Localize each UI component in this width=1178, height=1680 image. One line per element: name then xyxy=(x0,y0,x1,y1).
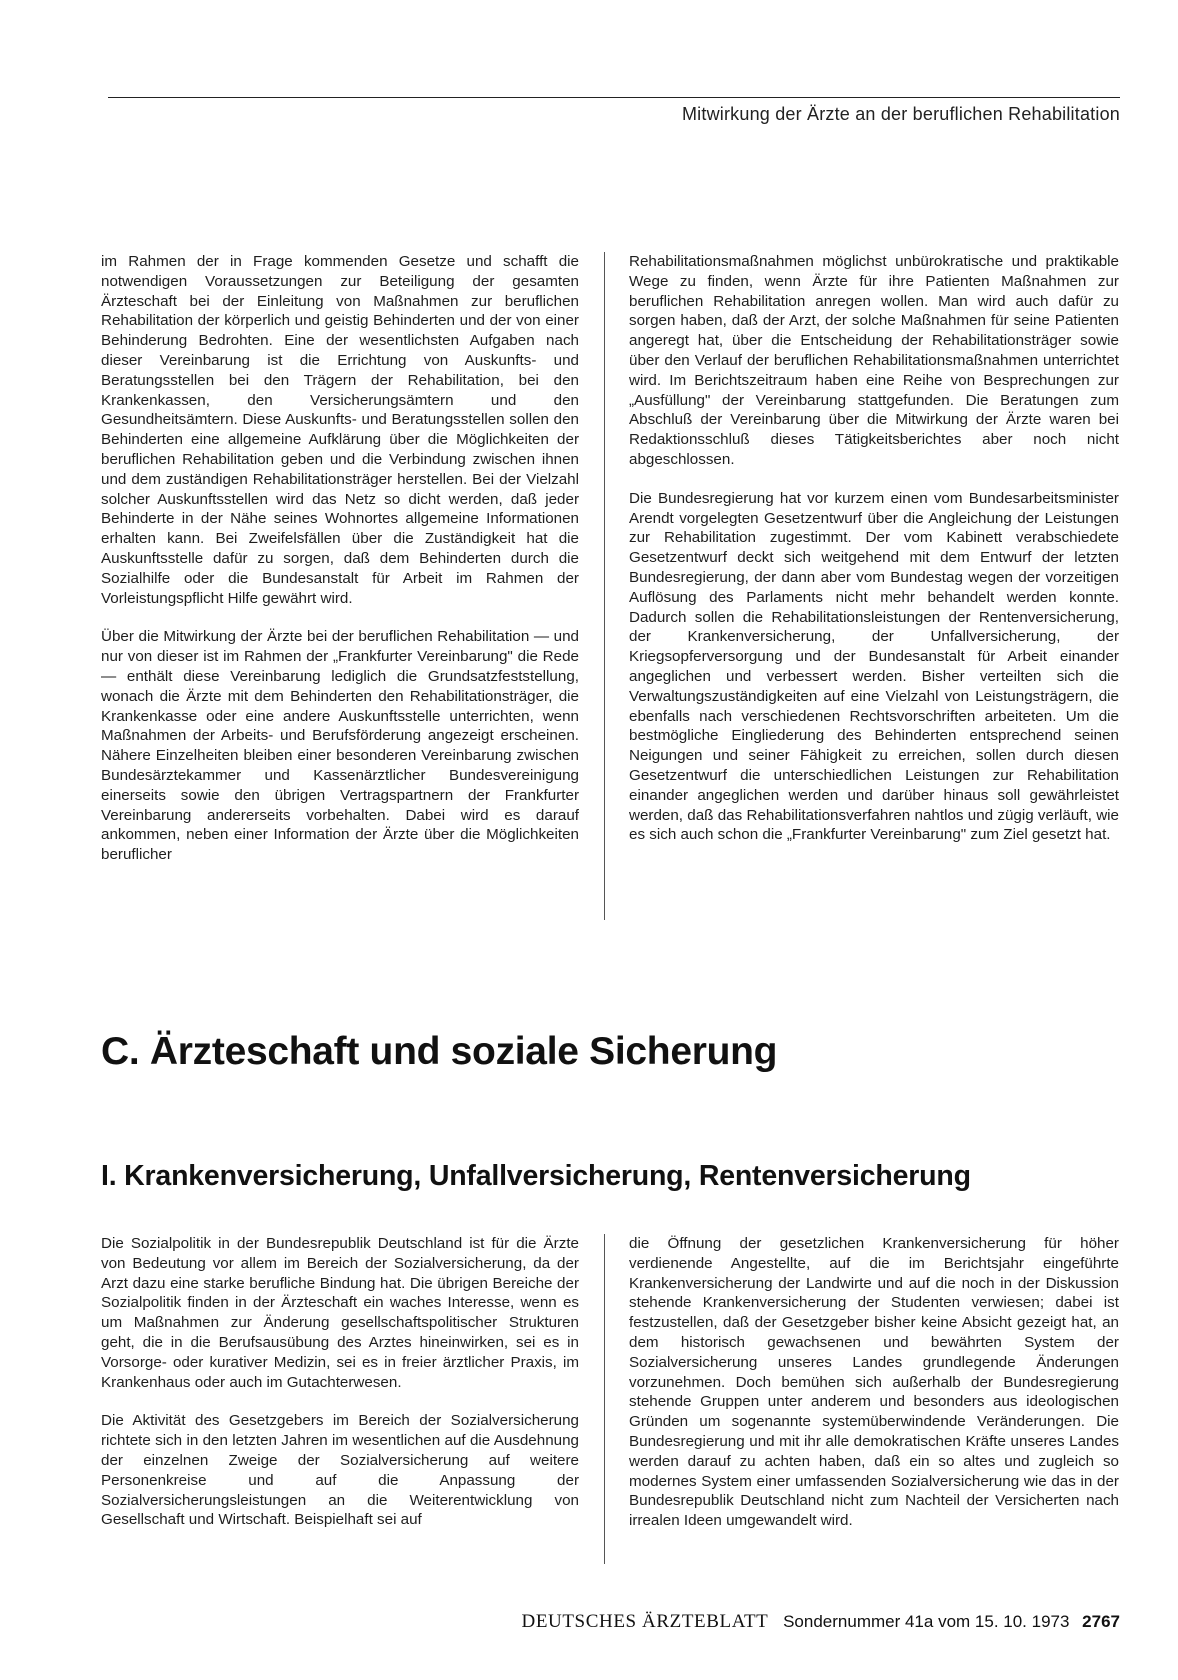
chapter-heading: C. Ärzteschaft und soziale Sicherung xyxy=(101,1030,778,1073)
column-divider xyxy=(604,252,605,920)
header-rule xyxy=(108,97,1120,98)
paragraph: Die Sozialpolitik in der Bundesrepublik Deutschland ist für die Ärzte von Bedeutung vor allem im Bereich der Sozialversicherung, da der Arzt dazu eine starke berufliche Bindung hat. Die übrigen Bereiche der Sozialpolitik finden in der Ärzteschaft ein waches Interesse, wenn es um Maßnahmen zur Änderung gesellschaftspolitischer Strukturen geht, die in die Berufsausübung des Arztes hineinwirken, sei es in Vorsorge- oder kurativer Medizin, sei es in freier ärztlicher Praxis, im Krankenhaus oder auch im Gutachterwesen. xyxy=(101,1235,579,1391)
running-title: Mitwirkung der Ärzte an der beruflichen Rehabilitation xyxy=(681,104,1120,124)
page-number: 2767 xyxy=(1082,1612,1120,1631)
paragraph: Die Aktivität des Gesetzgebers im Bereich der Sozialversicherung richtete sich in den letzten Jahren im wesentlichen auf die Ausdehnung der einzelnen Zweige der Sozialversicherung auf weitere Personenkreise und auf die Anpassung der Sozialversicherungsleistungen an die Weiterentwicklung von Gesellschaft und Wirtschaft. Beispielhaft sei auf xyxy=(101,1412,579,1529)
bottom-left-column xyxy=(101,1234,579,1530)
top-right-column xyxy=(629,252,1119,845)
top-left-column xyxy=(101,252,579,865)
paragraph: Die Bundesregierung hat vor kurzem einen vom Bundesarbeitsminister Arendt vorgelegten Gesetzentwurf über die Angleichung der Leistungen zur Rehabilitation zugestimmt. Der vom Kabinett verabschiedete Gesetzentwurf deckt sich weitgehend mit dem Entwurf der letzten Bundesregierung, der dann aber vom Bundestag wegen der vorzeitigen Auflösung des Parlaments nicht mehr behandelt werden konnte. Dadurch sollen die Rehabilitationsleistungen der Rentenversicherung, der Krankenversicherung, der Unfallversicherung, der Kriegsopferversorgung und der Bundesanstalt für Arbeit einander angeglichen und verbessert werden. Bisher verteilten sich die Verwaltungszuständigkeiten auf eine Vielzahl von Leistungsträgern, die ebenfalls nach verschiedenen Rechtsvorschriften arbeiteten. Um die bestmögliche Eingliederung des Behinderten entsprechend seinen Neigungen und seiner Fähigkeit zu erreichen, sollen durch diesen Gesetzentwurf die unterschiedlichen Leistungen zur Rehabilitation einander angeglichen werden und darüber hinaus soll gewährleistet werden, daß das Rehabilitationsverfahren nahtlos und zügig verläuft, wie es sich auch schon die „Frankfurter Vereinbarung" zum Ziel gesetzt hat. xyxy=(629,489,1119,844)
column-divider xyxy=(604,1234,605,1564)
page-footer xyxy=(522,1611,1121,1633)
paragraph: im Rahmen der in Frage kommenden Gesetze und schafft die notwendigen Voraussetzungen zur Beteiligung der gesamten Ärzteschaft bei der Einleitung von Maßnahmen zur beruflichen Rehabilitation der körperlich und geistig Behinderten und der von einer Behinderung Bedrohten. Eine der wesentlichsten Aufgaben nach dieser Vereinbarung ist die Errichtung von Auskunfts- und Beratungsstellen bei den Trägern der Rehabilitation, bei den Krankenkassen, den Versicherungsämtern und den Gesundheitsämtern. Diese Auskunfts- und Beratungsstellen sollen den Behinderten eine allgemeine Aufklärung über die Möglichkeiten der beruflichen Rehabilitation geben und die Verbindung zwischen ihnen und dem zuständigen Rehabilitationsträger herstellen. Bei der Vielzahl solcher Auskunftsstellen wird das Netz so dicht werden, daß jeder Behinderte in der Nähe seines Wohnortes allgemeine Informationen erhalten kann. Bei Zweifelsfällen über die Zuständigkeit hat die Auskunftsstelle dafür zu sorgen, daß dem Behinderten durch die Sozialhilfe oder die Bundesanstalt für Arbeit im Rahmen der Vorleistungspflicht Hilfe gewährt wird. xyxy=(101,253,579,607)
bottom-right-column xyxy=(629,1234,1119,1531)
paragraph: die Öffnung der gesetzlichen Krankenversicherung für höher verdienende Angestellte, auf die im Berichtsjahr eingeführte Krankenversicherung der Landwirte und auf die noch in der Diskussion stehende Krankenversicherung der Studenten verwiesen; dabei ist festzustellen, daß der Gesetzgeber bisher keine Absicht gezeigt hat, an dem historisch gewachsenen und bewährten System der Sozialversicherung unseres Landes grundlegende Änderungen vorzunehmen. Doch bemühen sich außerhalb der Bundesregierung stehende Gruppen unter anderem und besonders aus ideologischen Gründen um sogenannte systemüberwindende Veränderungen. Die Bundesregierung und mit ihr alle demokratischen Kräfte unseres Landes werden darauf zu achten haben, daß ein so altes und zugleich so modernes System einer umfassenden Sozialversicherung wie das in der Bundesrepublik Deutschland nicht zum Nachteil der Versicherten nach irrealen Ideen umgewandelt wird. xyxy=(629,1235,1119,1530)
paragraph: Rehabilitationsmaßnahmen möglichst unbürokratische und praktikable Wege zu finden, wenn Ärzte für ihre Patienten Maßnahmen zur beruflichen Rehabilitation anregen wollen. Man wird auch dafür zu sorgen haben, daß der Arzt, der solche Maßnahmen für seine Patienten angeregt hat, über die Entscheidung der Rehabilitationsträger sowie über den Verlauf der beruflichen Rehabilitationsmaßnahmen unterrichtet wird. Im Berichtszeitraum haben eine Reihe von Besprechungen zur „Ausfüllung" der Vereinbarung stattgefunden. Die Beratungen zum Abschluß der Vereinbarung über die Mitwirkung der Ärzte waren bei Redaktionsschluß dieses Tätigkeitsberichtes aber noch nicht abgeschlossen. xyxy=(629,253,1119,468)
journal-name: DEUTSCHES ÄRZTEBLATT xyxy=(521,1611,769,1632)
paragraph: Über die Mitwirkung der Ärzte bei der beruflichen Rehabilitation — und nur von dieser ist im Rahmen der „Frankfurter Vereinbarung" die Rede — enthält diese Vereinbarung lediglich die Grundsatzfeststellung, wonach die Ärzte mit dem Behinderten den Rehabilitationsträger, die Krankenkasse oder eine andere Auskunftsstelle unterrichten, wenn Maßnahmen der Arbeits- und Berufsförderung angezeigt erscheinen. Nähere Einzelheiten bleiben einer besonderen Vereinbarung zwischen Bundesärztekammer und Kassenärztlicher Bundesvereinigung einerseits sowie den übrigen Vertragspartnern der Frankfurter Vereinbarung andererseits vorbehalten. Dabei wird es darauf ankommen, neben einer Information der Ärzte über die Möglichkeiten beruflicher xyxy=(101,628,579,864)
issue-info: Sondernummer 41a vom 15. 10. 1973 xyxy=(783,1612,1070,1631)
section-heading: I. Krankenversicherung, Unfallversicherung, Rentenversicherung xyxy=(101,1160,971,1192)
